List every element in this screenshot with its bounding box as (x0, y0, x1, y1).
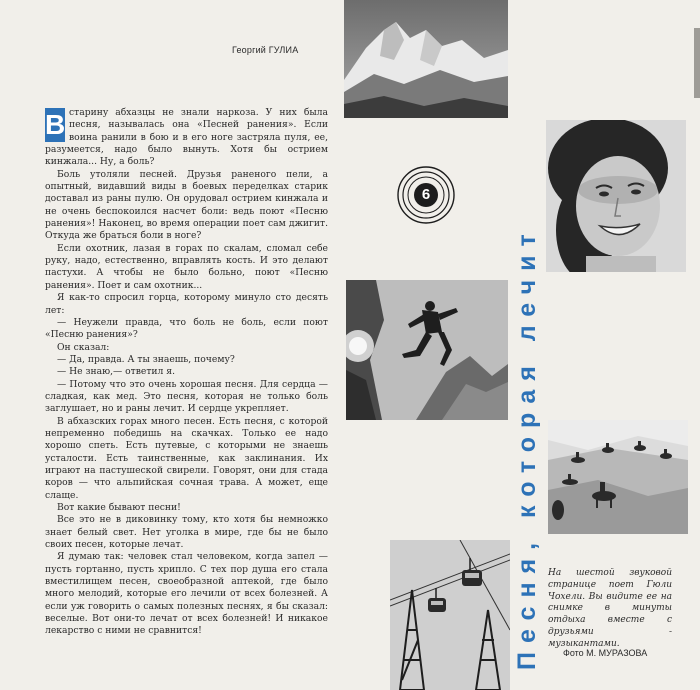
article-body (45, 107, 328, 638)
mountains-photo (344, 0, 508, 118)
photo-caption: На шестой звуковой странице поет Гюли Чохели. Вы видите ее на снимке в минуты отдыха вместе с друзьями - музыкантами. (548, 568, 672, 649)
article-paragraph (45, 107, 328, 169)
paragraph-text: старину абхазцы не знали наркоза. У них была песня, называлась она «Песней ранения». Если воина ранили в бою и в его ноге застряла пуля, ее, разумеется, надо было вынуть. Хотя бы острием кинжала... Ну, а боль? (45, 107, 328, 168)
article-paragraph: Вот какие бывают песни! (57, 502, 181, 513)
article-title: Песня, которая лечит (513, 225, 541, 670)
disc-number: 6 (414, 183, 438, 207)
horse-riders-photo (548, 420, 688, 534)
article-paragraph: — Не знаю,— ответил я. (57, 366, 176, 378)
cable-car-photo (390, 540, 510, 690)
article-paragraph: — Потому что это очень хорошая песня. Для сердца — сладкая, как мед. Это песня, которая не только боль заглушает, но и раны лечит. И сердце укрепляет. (45, 378, 328, 415)
drop-cap: В (45, 109, 66, 140)
page-edge-mark (694, 28, 700, 98)
author-name: Георгий ГУЛИА (232, 45, 299, 55)
article-paragraph: Все это не в диковинку тому, кто хотя бы немножко знает белый свет. Нет уголка в мире, где бы не было своих песен, которые лечат. (45, 514, 328, 551)
climber-photo (346, 280, 508, 420)
article-paragraph: Я думаю так: человек стал человеком, когда запел — пусть гортанно, пусть хрипло. С тех пор душа его стала вместилищем песен, своеобразной аптекой, где было много мелодий, которые его лечили от всех болезней. А если уж говорить о самых полезных песнях, я бы сказал: веселые. Вот они-то лечат от всех болезней! И никакое лекарство с ними не сравнится! (45, 551, 328, 637)
article-paragraph: — Да, правда. А ты знаешь, почему? (57, 353, 235, 365)
article-paragraph: Я как-то спросил горца, которому минуло сто десять лет: (45, 292, 328, 316)
sound-page-badge (397, 166, 455, 224)
singer-portrait-photo (546, 120, 686, 272)
article-paragraph: Он сказал: (57, 341, 110, 353)
article-paragraph: — Неужели правда, что боль не боль, если поют «Песню ранения»? (45, 316, 328, 341)
article-paragraph: Если охотник, лазая в горах по скалам, сломал себе руку, надо, естественно, вправлять кость. И это делают пастухи. А чтобы не было больно, поют «Песню ранения». Поет и сам охотник... (45, 242, 328, 291)
article-paragraph: В абхазских горах много песен. Есть песня, с которой непременно победишь на скачках. Только ее надо хорошо спеть. Есть путевые, с которыми не знаешь усталости. Есть таинственные, как заклинания. Их играют на пастушеской свирели. Говорят, они для стада коров — что альпийская сочная трава. А может, еще слаще. (45, 415, 328, 501)
photo-credit: Фото М. МУРАЗОВА (563, 648, 648, 658)
article-paragraph: Боль утоляли песней. Друзья раненого пели, а опытный, видавший виды в боевых переделках старик доставал из раны пулю. Он орудовал острием кинжала и не очень беспокоился насчет боли: ведь поют «Песню ранения»! Наконец, во время операции поет сам джигит. Откуда же браться боли в ноге? (45, 168, 328, 242)
